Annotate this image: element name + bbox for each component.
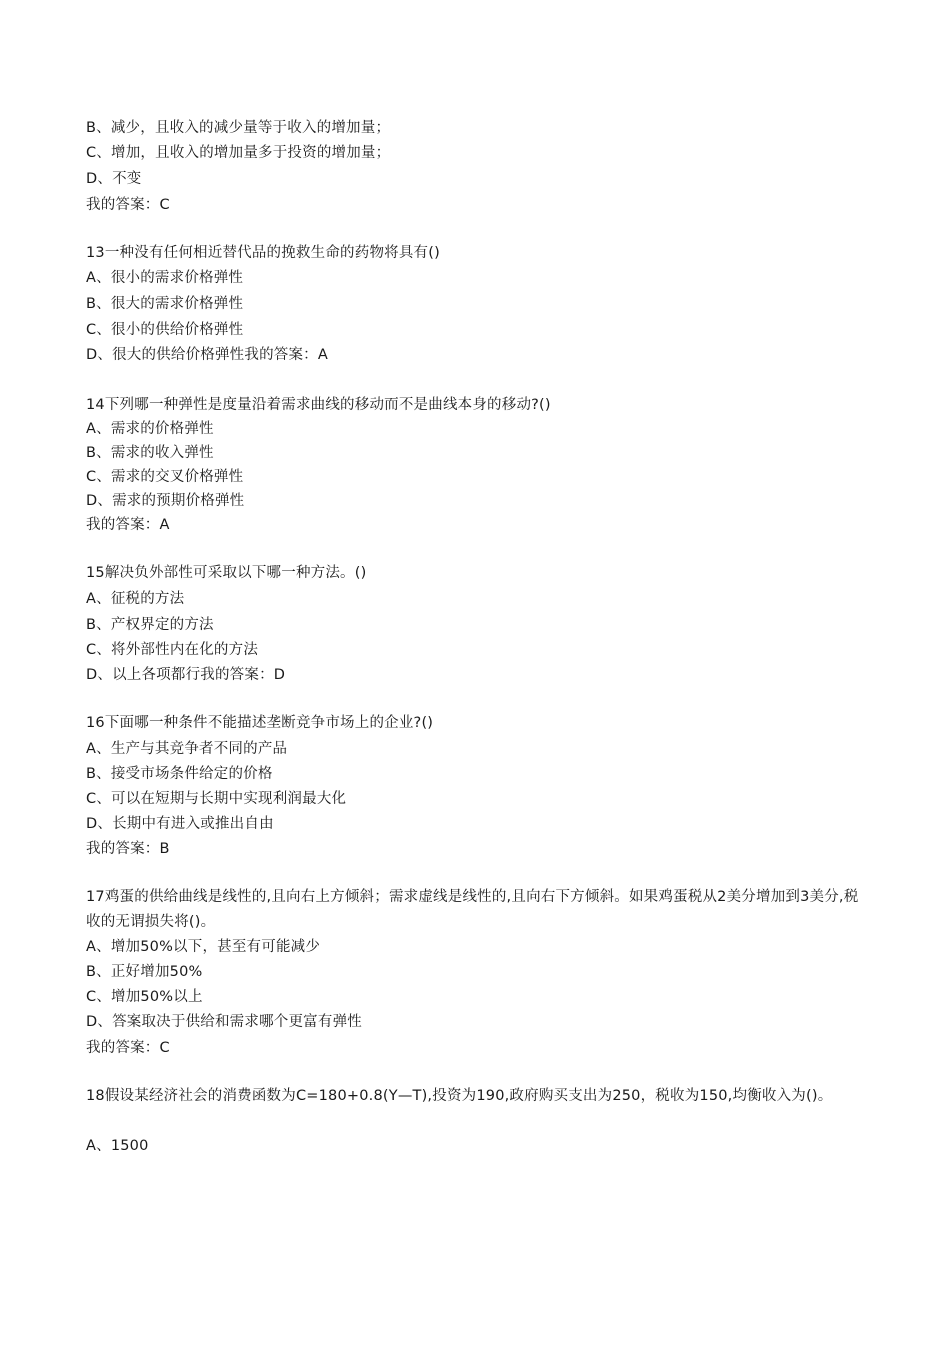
option-b: B、产权界定的方法 <box>86 617 214 633</box>
option-d: D、不变 <box>86 171 142 187</box>
option-c: C、需求的交叉价格弹性 <box>86 469 244 485</box>
option-c: C、增加50%以上 <box>86 989 203 1005</box>
question-16: 16下面哪一种条件不能描述垄断竞争市场上的企业?() <box>86 715 434 731</box>
option-d: D、长期中有进入或推出自由 <box>86 816 274 832</box>
option-d: D、以上各项都行我的答案：D <box>86 667 286 683</box>
option-c: C、可以在短期与长期中实现利润最大化 <box>86 791 347 807</box>
answer: 我的答案：A <box>86 517 170 533</box>
question-15: 15解决负外部性可采取以下哪一种方法。() <box>86 565 367 581</box>
option-d: D、答案取决于供给和需求哪个更富有弹性 <box>86 1014 362 1030</box>
option-a: A、征税的方法 <box>86 591 185 607</box>
option-d: D、很大的供给价格弹性我的答案：A <box>86 347 328 363</box>
question-17: 17鸡蛋的供给曲线是线性的,且向右上方倾斜；需求虚线是线性的,且向右下方倾斜。如果鸡蛋税从2美分增加到3美分,税收的无谓损失将()。 <box>86 889 859 930</box>
question-18: 18假设某经济社会的消费函数为C=180+0.8(Y—T),投资为190,政府购买支出为250，税收为150,均衡收入为()。 <box>86 1088 833 1104</box>
option-a: A、生产与其竞争者不同的产品 <box>86 741 288 757</box>
option-c: C、很小的供给价格弹性 <box>86 322 244 338</box>
question-14: 14下列哪一种弹性是度量沿着需求曲线的移动而不是曲线本身的移动?() <box>86 397 551 413</box>
option-a: A、需求的价格弹性 <box>86 421 214 437</box>
option-b: B、需求的收入弹性 <box>86 445 214 461</box>
option-a: A、增加50%以下，甚至有可能减少 <box>86 939 321 955</box>
option-a: A、1500 <box>86 1138 149 1154</box>
option-b: B、减少，且收入的减少量等于收入的增加量； <box>86 120 391 136</box>
option-b: B、正好增加50% <box>86 964 203 980</box>
option-a: A、很小的需求价格弹性 <box>86 270 244 286</box>
answer: 我的答案：B <box>86 841 170 857</box>
answer: 我的答案：C <box>86 197 170 213</box>
answer: 我的答案：C <box>86 1040 170 1056</box>
option-c: C、增加，且收入的增加量多于投资的增加量； <box>86 145 391 161</box>
option-c: C、将外部性内在化的方法 <box>86 642 259 658</box>
option-b: B、很大的需求价格弹性 <box>86 296 244 312</box>
question-13: 13一种没有任何相近替代品的挽救生命的药物将具有() <box>86 245 440 261</box>
option-b: B、接受市场条件给定的价格 <box>86 766 273 782</box>
option-d: D、需求的预期价格弹性 <box>86 493 245 509</box>
